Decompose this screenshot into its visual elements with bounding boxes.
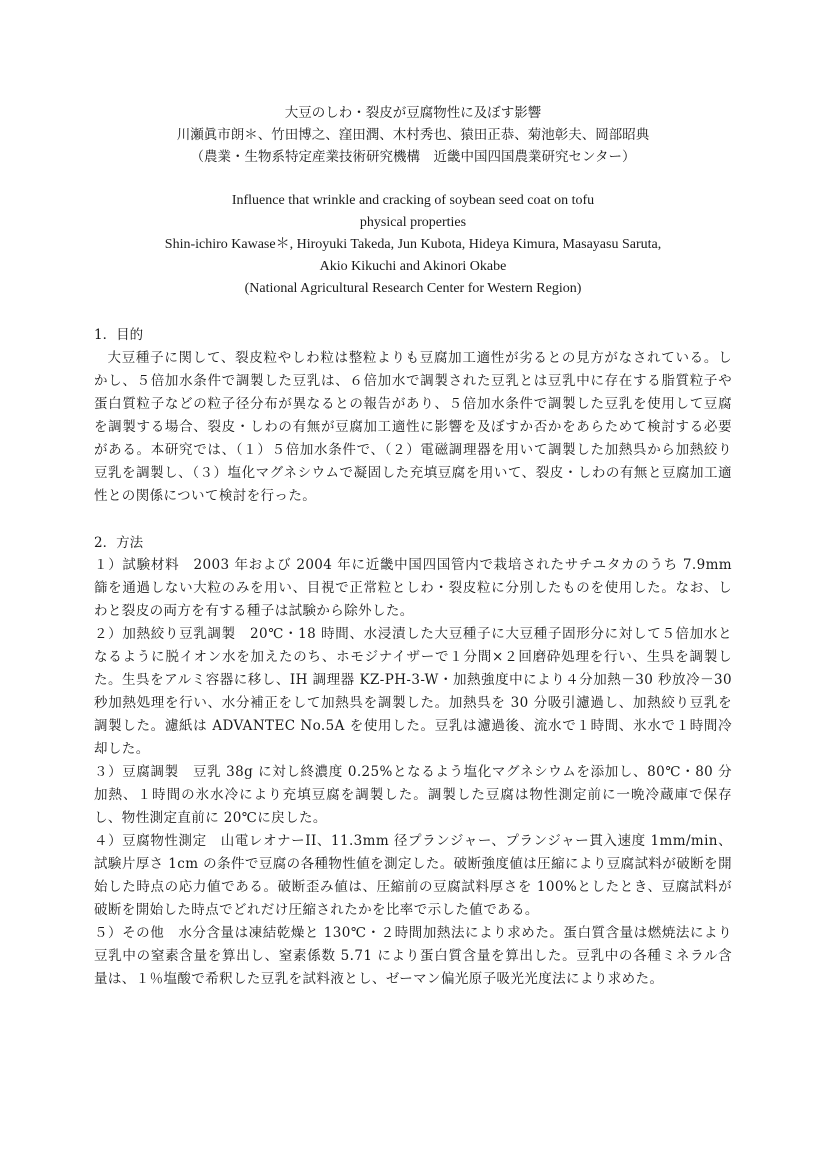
method-item: １）試験材料 2003 年および 2004 年に近畿中国四国管内で栽培されたサチユタカのうち 7.9mm 篩を通過しない大粒のみを用い、目視で正常粒としわ・裂皮粒に分別したものを使用した。なお、しわと裂皮の両方を有する種子は試験から除外した。: [94, 557, 732, 619]
section-body-purpose: 大豆種子に関して、裂皮粒やしわ粒は整粒よりも豆腐加工適性が劣るとの見方がなされている。しかし、５倍加水条件で調製した豆乳は、６倍加水で調製された豆乳とは豆乳中に存在する脂質粒子や蛋白質粒子などの粒子径分布が異なるとの報告があり、５倍加水条件で調製した豆乳を使用して豆腐を調製する場合、裂皮・しわの有無が豆腐加工適性に影響を及ぼすか否かをあらためて検討する必要がある。本研究では、（１）５倍加水条件で、（２）電磁調理器を用いて調製した加熱呉から加熱絞り豆乳を調製し、（３）塩化マグネシウムで凝固した充填豆腐を用いて、裂皮・しわの有無と豆腐加工適性との関係について検討を行った。: [94, 349, 732, 504]
method-item: ２）加熱絞り豆乳調製 20℃・18 時間、水浸漬した大豆種子に大豆種子固形分に対して５倍加水となるように脱イオン水を加えたのち、ホモジナイザーで１分間×２回磨砕処理を行い、生呉を調製した。生呉をアルミ容器に移し、IH 調理器 KZ-PH-3-W・加熱強度中により４分加熱－30 秒放冷－30 秒加熱処理を行い、水分補正をして加熱呉を調製した。加熱呉を 30 分吸引濾過し、加熱絞り豆乳を調製した。濾紙は ADVANTEC No.5A を使用した。豆乳は濾過後、流水で１時間、氷水で１時間冷却した。: [94, 626, 732, 757]
english-title-line-2: physical properties: [359, 215, 467, 230]
japanese-title: 大豆のしわ・裂皮が豆腐物性に及ぼす影響: [284, 105, 542, 121]
japanese-authors: 川瀬眞市朗＊、竹田博之、窪田潤、木村秀也、猿田正恭、菊池彰夫、岡部昭典: [176, 127, 650, 143]
section-methods: [94, 532, 732, 992]
english-affiliation: (National Agricultural Research Center for Western Region): [244, 281, 582, 296]
english-title-line-1: Influence that wrinkle and cracking of soybean seed coat on tofu: [231, 193, 595, 208]
japanese-affiliation: （農業・生物系特定産業技術研究機構 近畿中国四国農業研究センター）: [190, 149, 636, 165]
english-authors-line-1: Shin-ichiro Kawase＊, Hiroyuki Takeda, Jun Kubota, Hideya Kimura, Masayasu Saruta,: [164, 237, 662, 252]
japanese-header: [94, 102, 732, 168]
method-item: ５）その他 水分含量は凍結乾燥と 130℃・２時間加熱法により求めた。蛋白質含量は燃焼法により豆乳中の窒素含量を算出し、窒素係数 5.71 により蛋白質含量を算出した。豆乳中の各種ミネラル含量は、１％塩酸で希釈した豆乳を試料液とし、ゼーマン偏光原子吸光光度法により求めた。: [94, 925, 732, 987]
english-authors-line-2: Akio Kikuchi and Akinori Okabe: [319, 259, 507, 274]
paper-page: [94, 102, 732, 991]
english-header: [94, 190, 732, 300]
section-heading-purpose: 1．目的: [94, 327, 144, 343]
section-purpose: [94, 324, 732, 508]
method-item: ３）豆腐調製 豆乳 38g に対し終濃度 0.25%となるよう塩化マグネシウムを添加し、80℃・80 分加熱、１時間の氷水冷により充填豆腐を調製した。調製した豆腐は物性測定前に一晩冷蔵庫で保存し、物性測定直前に 20℃に戻した。: [94, 764, 732, 826]
section-heading-methods: 2．方法: [94, 534, 144, 551]
method-item: ４）豆腐物性測定 山電レオナーII、11.3mm 径プランジャー、プランジャー貫入速度 1mm/min、試験片厚さ 1cm の条件で豆腐の各種物性値を測定した。破断強度値は圧縮により豆腐試料が破断を開始した時点の応力値である。破断歪み値は、圧縮前の豆腐試料厚さを 100%としたとき、豆腐試料が破断を開始した時点でどれだけ圧縮されたかを比率で示した値である。: [94, 833, 732, 918]
